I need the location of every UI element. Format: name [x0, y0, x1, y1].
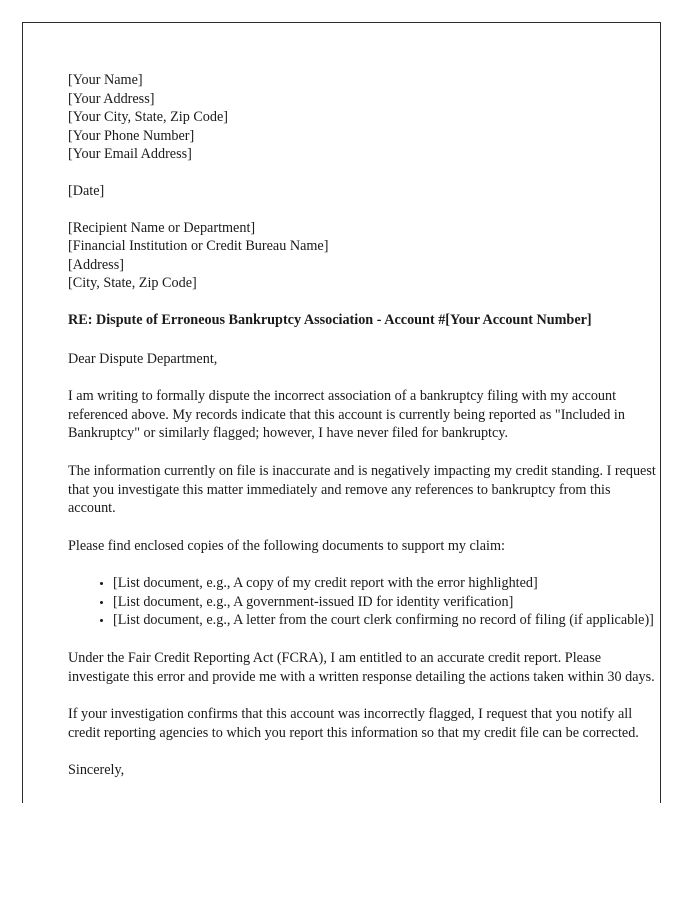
subject-line: RE: Dispute of Erroneous Bankruptcy Association - Account #[Your Account Number] — [68, 311, 592, 328]
date-line: [Date] — [68, 182, 105, 199]
date-block — [68, 182, 660, 201]
recipient-line-city-state-zip: [City, State, Zip Code] — [68, 275, 197, 292]
list-item: • [List document, e.g., A letter from the court clerk confirming no record of filing (if applicable)] — [113, 611, 660, 630]
recipient-line-name: [Recipient Name or Department] — [68, 219, 256, 236]
recipient-line-institution: [Financial Institution or Credit Bureau Name] — [68, 238, 329, 255]
letter-body — [68, 71, 660, 780]
closing-line: Sincerely, — [68, 762, 125, 779]
body-paragraph-2: The information currently on file is inaccurate and is negatively impacting my credit standing. I request that you investigate this matter immediately and remove any references to bankruptcy from this account. — [68, 462, 656, 517]
sender-line-phone: [Your Phone Number] — [68, 127, 195, 144]
sender-address-block — [68, 71, 660, 164]
page-frame — [22, 22, 661, 803]
body-paragraph-3: Please find enclosed copies of the following documents to support my claim: — [68, 537, 505, 554]
body-paragraph-5: If your investigation confirms that this account was incorrectly flagged, I request that you notify all credit reporting agencies to which you report this information so that my credit file can be corrected. — [68, 706, 639, 741]
sender-line-email: [Your Email Address] — [68, 146, 192, 163]
enclosure-list — [68, 574, 660, 630]
recipient-address-block — [68, 219, 660, 293]
sender-line-address: [Your Address] — [68, 90, 155, 107]
salutation: Dear Dispute Department, — [68, 350, 218, 367]
body-paragraph-4: Under the Fair Credit Reporting Act (FCRA), I am entitled to an accurate credit report. Please investigate this error and provide me with a written response detailing the actions taken within 30 days. — [68, 650, 655, 685]
sender-line-city-state-zip: [Your City, State, Zip Code] — [68, 109, 229, 126]
list-item: • [List document, e.g., A government-issued ID for identity verification] — [113, 593, 660, 612]
body-paragraph-1: I am writing to formally dispute the incorrect association of a bankruptcy filing with my account referenced above. My records indicate that this account is currently being reported as "Included in Bankruptcy" or similarly flagged; however, I have never filed for bankruptcy. — [68, 388, 625, 442]
list-item: • [List document, e.g., A copy of my credit report with the error highlighted] — [113, 574, 660, 593]
recipient-line-address: [Address] — [68, 256, 124, 273]
sender-line-name: [Your Name] — [68, 72, 143, 88]
